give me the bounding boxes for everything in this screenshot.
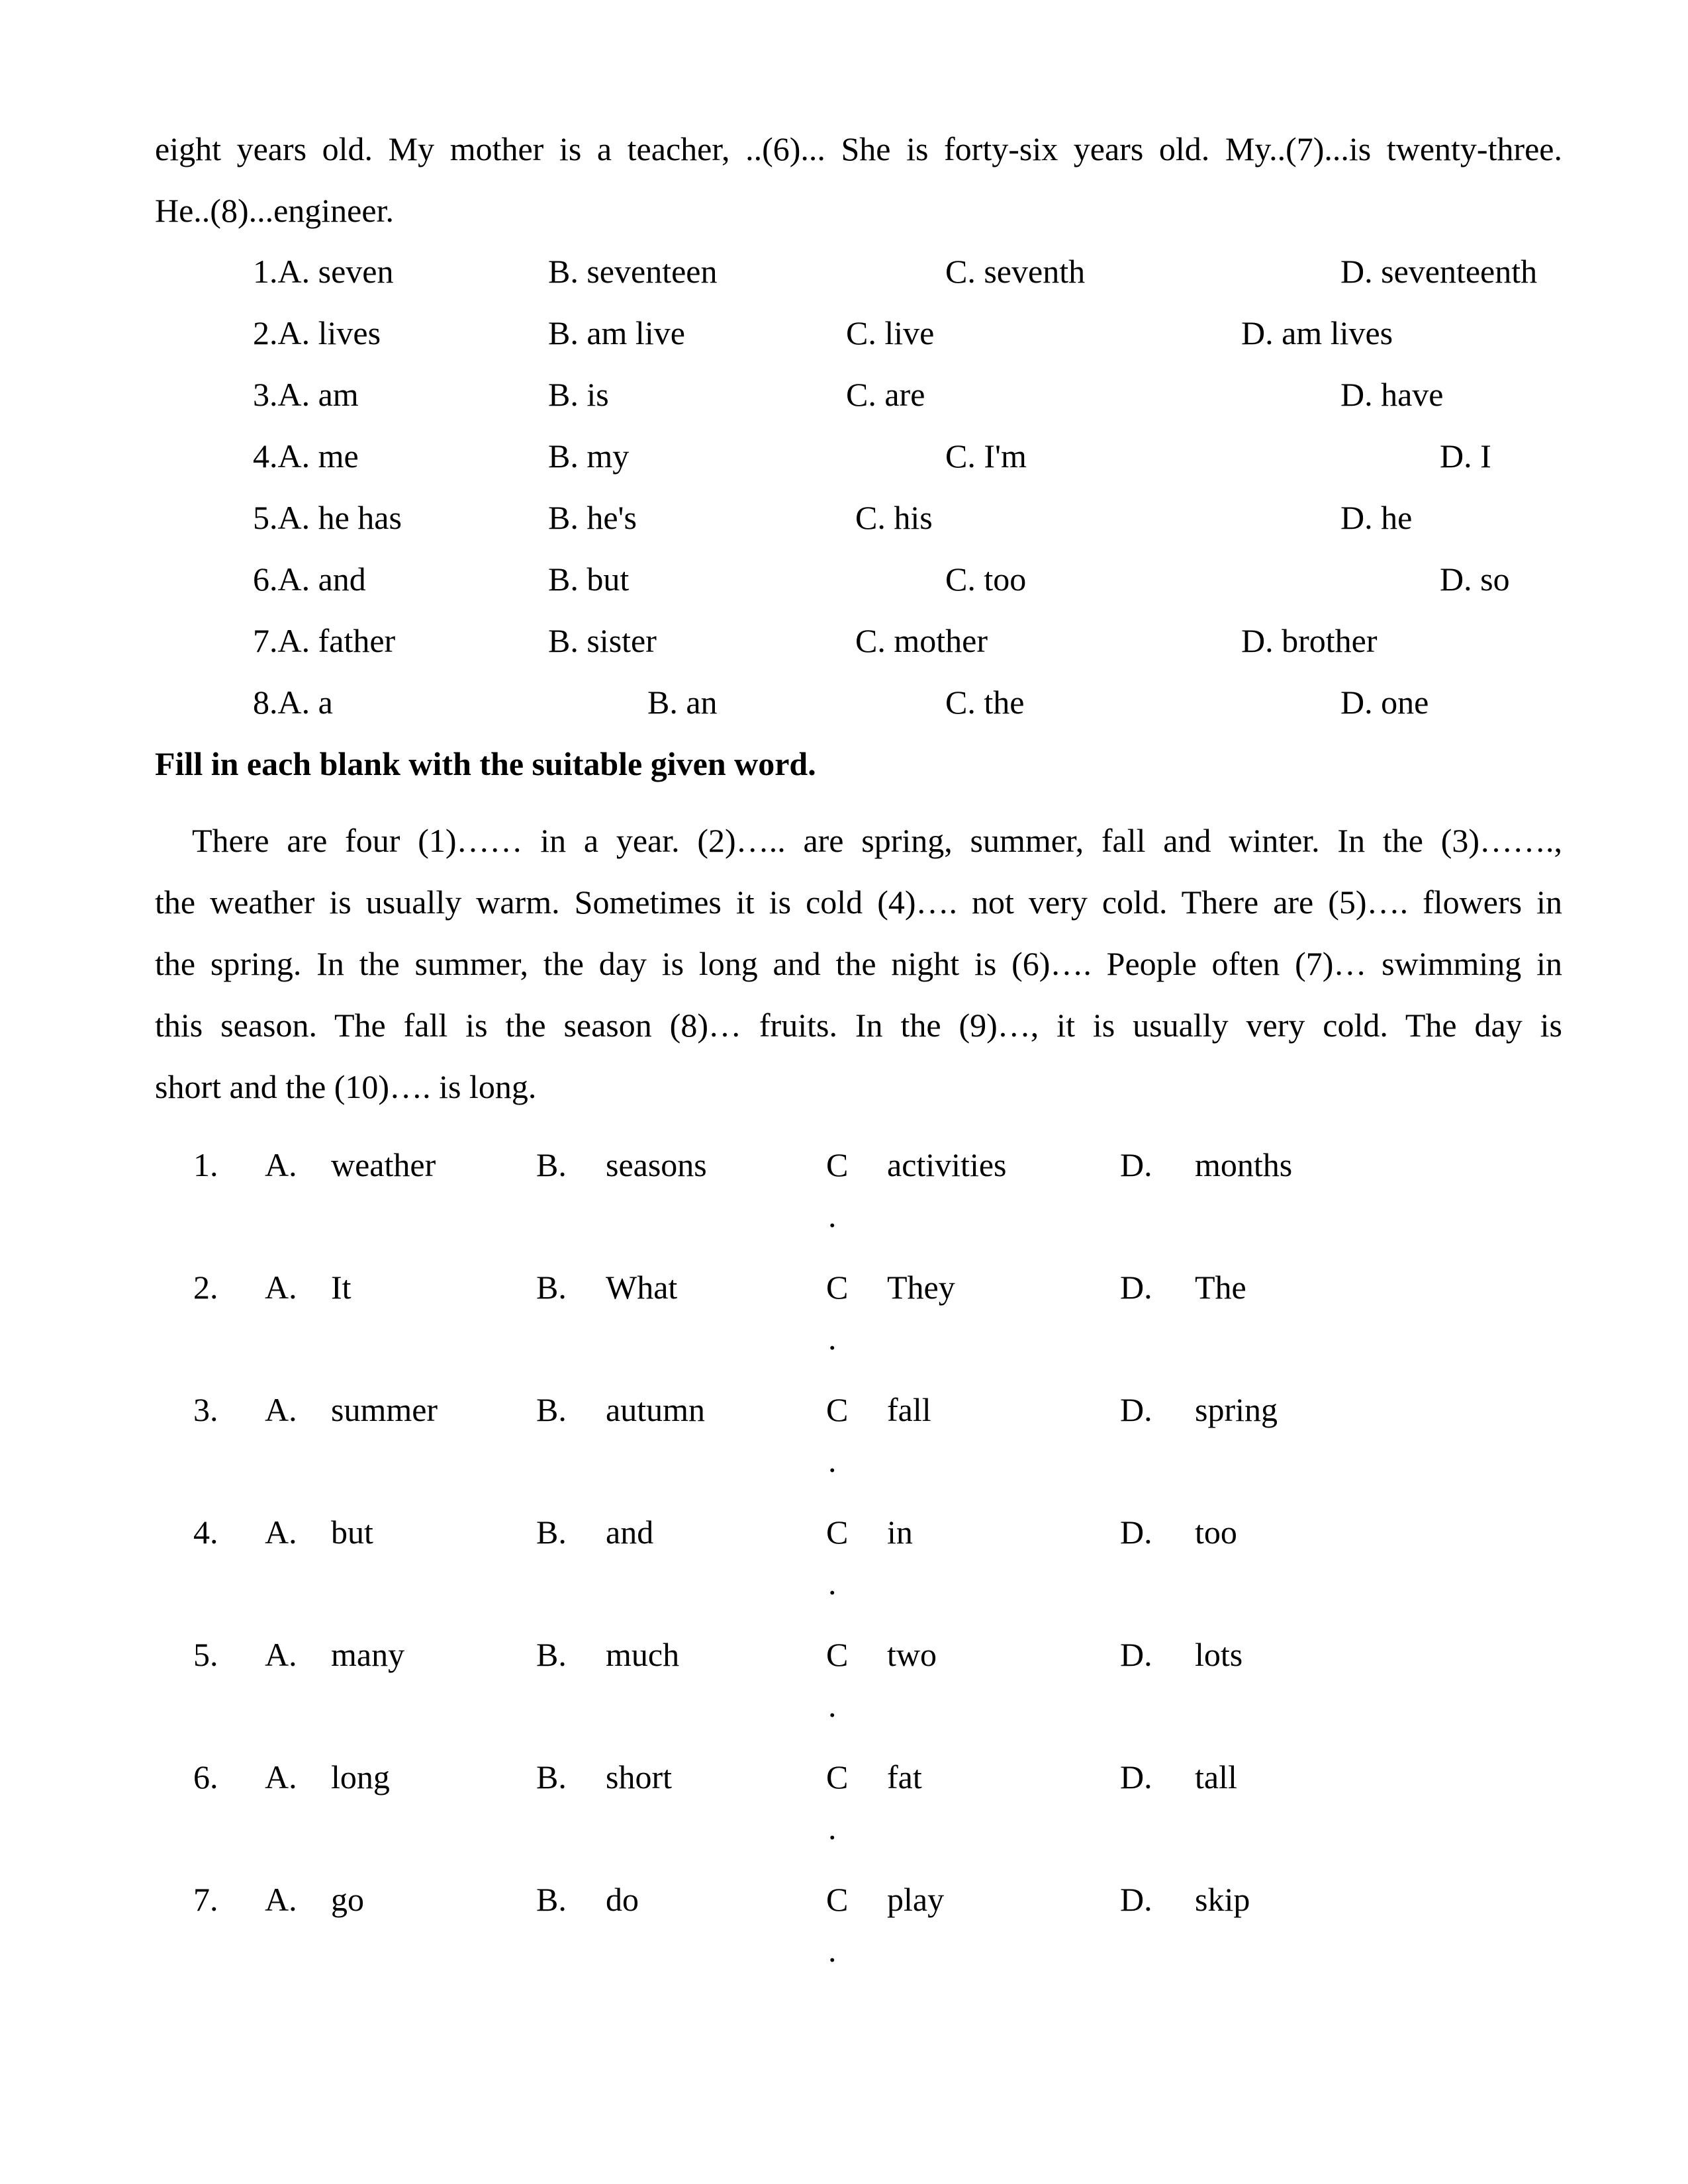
mc1-q8-option-a: 8.A. a — [253, 684, 333, 721]
mc1-q8-option-d: D. one — [1340, 684, 1429, 721]
mc1-q2-option-d: D. am lives — [1241, 314, 1393, 351]
mc1-q7-option-b: B. sister — [548, 622, 657, 659]
mc2-option-c-label: C — [826, 1269, 849, 1306]
mc2-option-a-label: A. — [265, 1758, 297, 1796]
mc2-option-c-label: C — [826, 1636, 849, 1673]
mc2-option-d-label: D. — [1120, 1636, 1152, 1673]
mc2-option-c: activities — [887, 1146, 1007, 1183]
mc1-q4-option-c: C. I'm — [945, 437, 1027, 475]
mc2-option-d-label: D. — [1120, 1269, 1152, 1306]
mc1-q3-option-d: D. have — [1340, 376, 1444, 413]
mc1-q7-option-c: C. mother — [855, 622, 988, 659]
mc1-q5-option-b: B. he's — [548, 499, 637, 536]
mc1-q4-option-a: 4.A. me — [253, 437, 359, 475]
mc2-option-c-dot: . — [828, 1687, 837, 1724]
paragraph-line-2: the weather is usually warm. Sometimes it is cold (4)…. not very cold. There are (5)…. flowers in — [155, 884, 1562, 921]
mc2-option-b: and — [606, 1514, 654, 1551]
mc2-option-b: seasons — [606, 1146, 707, 1183]
mc2-option-c: fat — [887, 1758, 922, 1796]
mc2-option-b-label: B. — [536, 1758, 567, 1796]
mc2-option-d-label: D. — [1120, 1514, 1152, 1551]
mc2-option-b-label: B. — [536, 1146, 567, 1183]
mc2-option-b: short — [606, 1758, 672, 1796]
paragraph-line-1: There are four (1)…… in a year. (2)….. are spring, summer, fall and winter. In the (3)……., — [192, 822, 1562, 859]
mc1-q2-option-a: 2.A. lives — [253, 314, 381, 351]
mc1-q8-option-b: B. an — [647, 684, 718, 721]
mc2-option-d-label: D. — [1120, 1758, 1152, 1796]
mc2-option-b: much — [606, 1636, 680, 1673]
mc1-q5-option-c: C. his — [855, 499, 933, 536]
mc2-option-a: summer — [331, 1391, 438, 1428]
mc2-option-c-dot: . — [828, 1565, 837, 1602]
mc1-q2-option-b: B. am live — [548, 314, 685, 351]
paragraph-line-4: this season. The fall is the season (8)… fruits. In the (9)…, it is usually very cold. The day is — [155, 1007, 1562, 1044]
mc1-q3-option-c: C. are — [846, 376, 925, 413]
mc2-option-c: two — [887, 1636, 937, 1673]
mc2-question-number: 2. — [193, 1269, 218, 1306]
mc1-q2-option-c: C. live — [846, 314, 935, 351]
mc2-option-d: months — [1195, 1146, 1293, 1183]
mc2-option-b-label: B. — [536, 1269, 567, 1306]
mc2-option-d-label: D. — [1120, 1146, 1152, 1183]
mc2-option-c-dot: . — [828, 1197, 837, 1234]
mc1-q1-option-d: D. seventeenth — [1340, 253, 1538, 290]
mc2-option-c-label: C — [826, 1881, 849, 1918]
mc2-option-d: lots — [1195, 1636, 1243, 1673]
paragraph-line-3: the spring. In the summer, the day is long and the night is (6)…. People often (7)… swimming in — [155, 945, 1562, 982]
mc1-q1-option-a: 1.A. seven — [253, 253, 394, 290]
mc2-option-d-label: D. — [1120, 1881, 1152, 1918]
mc2-option-c-dot: . — [828, 1320, 837, 1357]
mc2-option-c: in — [887, 1514, 913, 1551]
mc1-q1-option-c: C. seventh — [945, 253, 1086, 290]
mc2-option-c: play — [887, 1881, 945, 1918]
mc1-q5-option-d: D. he — [1340, 499, 1413, 536]
mc2-option-c-label: C — [826, 1758, 849, 1796]
mc2-question-number: 1. — [193, 1146, 218, 1183]
mc1-q6-option-d: D. so — [1440, 561, 1510, 598]
mc2-option-a-label: A. — [265, 1391, 297, 1428]
mc2-option-d: spring — [1195, 1391, 1278, 1428]
mc1-q7-option-d: D. brother — [1241, 622, 1378, 659]
mc2-option-b: do — [606, 1881, 639, 1918]
mc2-option-a: many — [331, 1636, 405, 1673]
mc2-option-b-label: B. — [536, 1636, 567, 1673]
mc1-q4-option-b: B. my — [548, 437, 630, 475]
mc1-q3-option-a: 3.A. am — [253, 376, 359, 413]
mc2-option-b: What — [606, 1269, 678, 1306]
paragraph-line-5: short and the (10)…. is long. — [155, 1068, 537, 1105]
mc2-option-a-label: A. — [265, 1146, 297, 1183]
mc2-option-a-label: A. — [265, 1269, 297, 1306]
mc2-option-c-dot: . — [828, 1809, 837, 1846]
mc1-q6-option-c: C. too — [945, 561, 1027, 598]
mc2-question-number: 5. — [193, 1636, 218, 1673]
mc2-question-number: 6. — [193, 1758, 218, 1796]
mc1-q1-option-b: B. seventeen — [548, 253, 718, 290]
mc1-q3-option-b: B. is — [548, 376, 609, 413]
mc2-option-c: fall — [887, 1391, 931, 1428]
mc2-option-d: too — [1195, 1514, 1237, 1551]
mc2-option-c-label: C — [826, 1146, 849, 1183]
mc1-q7-option-a: 7.A. father — [253, 622, 396, 659]
mc2-option-c-label: C — [826, 1514, 849, 1551]
mc2-option-d: skip — [1195, 1881, 1250, 1918]
passage-line-2: He..(8)...engineer. — [155, 192, 394, 229]
mc2-option-d-label: D. — [1120, 1391, 1152, 1428]
mc2-option-c: They — [887, 1269, 955, 1306]
mc1-q4-option-d: D. I — [1440, 437, 1491, 475]
mc2-question-number: 7. — [193, 1881, 218, 1918]
mc2-option-c-dot: . — [828, 1442, 837, 1479]
mc2-option-a-label: A. — [265, 1881, 297, 1918]
mc2-option-c-label: C — [826, 1391, 849, 1428]
mc1-q8-option-c: C. the — [945, 684, 1025, 721]
mc2-option-b: autumn — [606, 1391, 705, 1428]
mc1-q6-option-a: 6.A. and — [253, 561, 366, 598]
mc2-option-a: go — [331, 1881, 364, 1918]
mc2-option-b-label: B. — [536, 1514, 567, 1551]
mc2-question-number: 3. — [193, 1391, 218, 1428]
mc2-option-d: tall — [1195, 1758, 1237, 1796]
mc2-option-a: but — [331, 1514, 373, 1551]
mc2-option-b-label: B. — [536, 1881, 567, 1918]
mc2-option-a: long — [331, 1758, 390, 1796]
section-heading: Fill in each blank with the suitable given word. — [155, 745, 816, 782]
mc2-option-a-label: A. — [265, 1636, 297, 1673]
mc2-option-a: weather — [331, 1146, 436, 1183]
mc1-q6-option-b: B. but — [548, 561, 630, 598]
mc2-option-c-dot: . — [828, 1932, 837, 1969]
mc2-option-a: It — [331, 1269, 352, 1306]
mc2-option-b-label: B. — [536, 1391, 567, 1428]
mc2-option-a-label: A. — [265, 1514, 297, 1551]
passage-line-1: eight years old. My mother is a teacher, ..(6)... She is forty-six years old. My..(7)...is twenty-three. — [155, 130, 1562, 167]
mc1-q5-option-a: 5.A. he has — [253, 499, 402, 536]
mc2-option-d: The — [1195, 1269, 1246, 1306]
mc2-question-number: 4. — [193, 1514, 218, 1551]
